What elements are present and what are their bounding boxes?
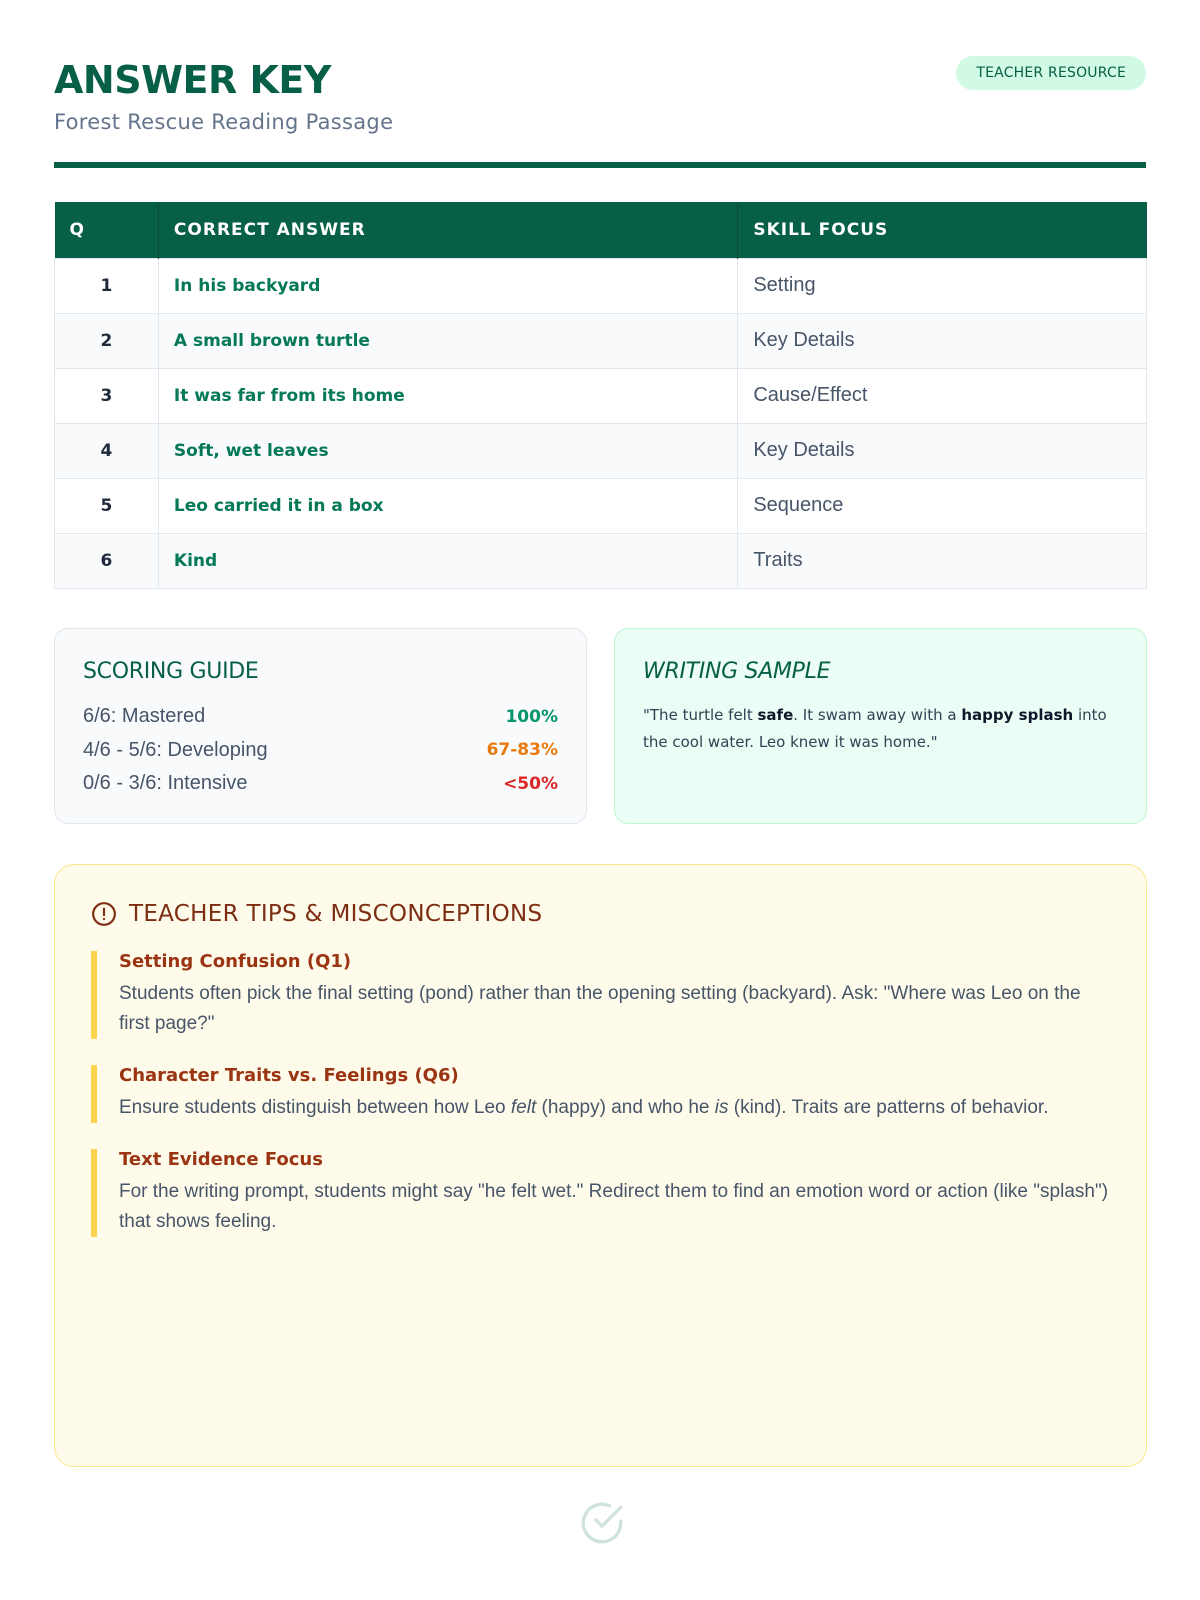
- tip-item: [91, 1149, 1110, 1237]
- score-row: [83, 700, 558, 734]
- tip-text: Students often pick the final setting (pond) rather than the opening setting (backyard). Ask: "Where was Leo on the first page?": [119, 983, 1081, 1034]
- check-circle-icon: [577, 1498, 627, 1548]
- table-row: [55, 423, 1147, 478]
- alert-circle-icon: [91, 901, 117, 927]
- sample-text-part: into the cool water. Leo knew it was home.": [643, 706, 1107, 751]
- question-number: 4: [55, 423, 159, 478]
- page-title: ANSWER KEY: [54, 58, 331, 102]
- tip-heading: Setting Confusion (Q1): [119, 951, 352, 972]
- writing-sample-title: WRITING SAMPLE: [643, 659, 831, 684]
- answer-table-header: [55, 202, 1147, 258]
- tip-emphasis: is: [714, 1097, 729, 1118]
- correct-answer: Kind: [158, 533, 737, 588]
- question-number: 3: [55, 368, 159, 423]
- skill-focus: Key Details: [738, 423, 1147, 478]
- tip-text-part: (happy) and who he: [536, 1097, 715, 1118]
- correct-answer: Soft, wet leaves: [158, 423, 737, 478]
- tip-text: [119, 1093, 1110, 1123]
- tip-text: For the writing prompt, students might say "he felt wet." Redirect them to find an emotion word or action (like "splash") that shows feeling.: [119, 1181, 1109, 1232]
- skill-focus: Setting: [738, 258, 1147, 313]
- sample-text-part: "The turtle felt: [643, 706, 758, 724]
- tip-emphasis: felt: [510, 1097, 537, 1118]
- score-value: <50%: [503, 773, 558, 794]
- skill-focus: Key Details: [738, 313, 1147, 368]
- score-value: 100%: [505, 706, 558, 727]
- tip-item: [91, 1065, 1110, 1123]
- teacher-resource-badge: TEACHER RESOURCE: [956, 56, 1146, 90]
- score-row: [83, 767, 558, 801]
- tip-heading: Text Evidence Focus: [119, 1149, 323, 1170]
- question-number: 5: [55, 478, 159, 533]
- sample-text-part: . It swam away with a: [793, 706, 962, 724]
- tip-heading: Character Traits vs. Feelings (Q6): [119, 1065, 459, 1086]
- teacher-tips-title: TEACHER TIPS & MISCONCEPTIONS: [129, 901, 543, 927]
- answer-table: [54, 202, 1147, 589]
- sample-emphasis: safe: [757, 706, 794, 724]
- correct-answer: Leo carried it in a box: [158, 478, 737, 533]
- skill-focus: Cause/Effect: [738, 368, 1147, 423]
- table-row: [55, 258, 1147, 313]
- question-number: 1: [55, 258, 159, 313]
- score-label: 4/6 - 5/6: Developing: [83, 738, 268, 761]
- tip-text-part: (kind). Traits are patterns of behavior.: [728, 1097, 1049, 1118]
- teacher-tips-card: [54, 864, 1147, 1467]
- sample-emphasis: happy splash: [961, 706, 1074, 724]
- column-header-skill: SKILL FOCUS: [738, 202, 1147, 258]
- writing-sample-text: [643, 702, 1118, 756]
- score-value: 67-83%: [486, 740, 558, 761]
- teacher-tips-header: [91, 901, 1110, 927]
- column-header-answer: CORRECT ANSWER: [158, 202, 737, 258]
- writing-sample-card: [614, 628, 1147, 824]
- correct-answer: In his backyard: [158, 258, 737, 313]
- score-label: 0/6 - 3/6: Intensive: [83, 772, 248, 795]
- column-header-q: Q: [55, 202, 159, 258]
- score-label: 6/6: Mastered: [83, 705, 206, 728]
- page-subtitle: Forest Rescue Reading Passage: [54, 110, 394, 134]
- table-row: [55, 313, 1147, 368]
- table-row: [55, 533, 1147, 588]
- scoring-guide-title: SCORING GUIDE: [83, 659, 259, 684]
- tip-item: [91, 951, 1110, 1039]
- question-number: 6: [55, 533, 159, 588]
- table-row: [55, 368, 1147, 423]
- correct-answer: A small brown turtle: [158, 313, 737, 368]
- question-number: 2: [55, 313, 159, 368]
- table-row: [55, 478, 1147, 533]
- correct-answer: It was far from its home: [158, 368, 737, 423]
- page-header: [54, 56, 1146, 168]
- tip-text-part: Ensure students distinguish between how Leo: [119, 1097, 511, 1118]
- scoring-guide-card: [54, 628, 587, 824]
- score-row: [83, 734, 558, 768]
- skill-focus: Traits: [738, 533, 1147, 588]
- skill-focus: Sequence: [738, 478, 1147, 533]
